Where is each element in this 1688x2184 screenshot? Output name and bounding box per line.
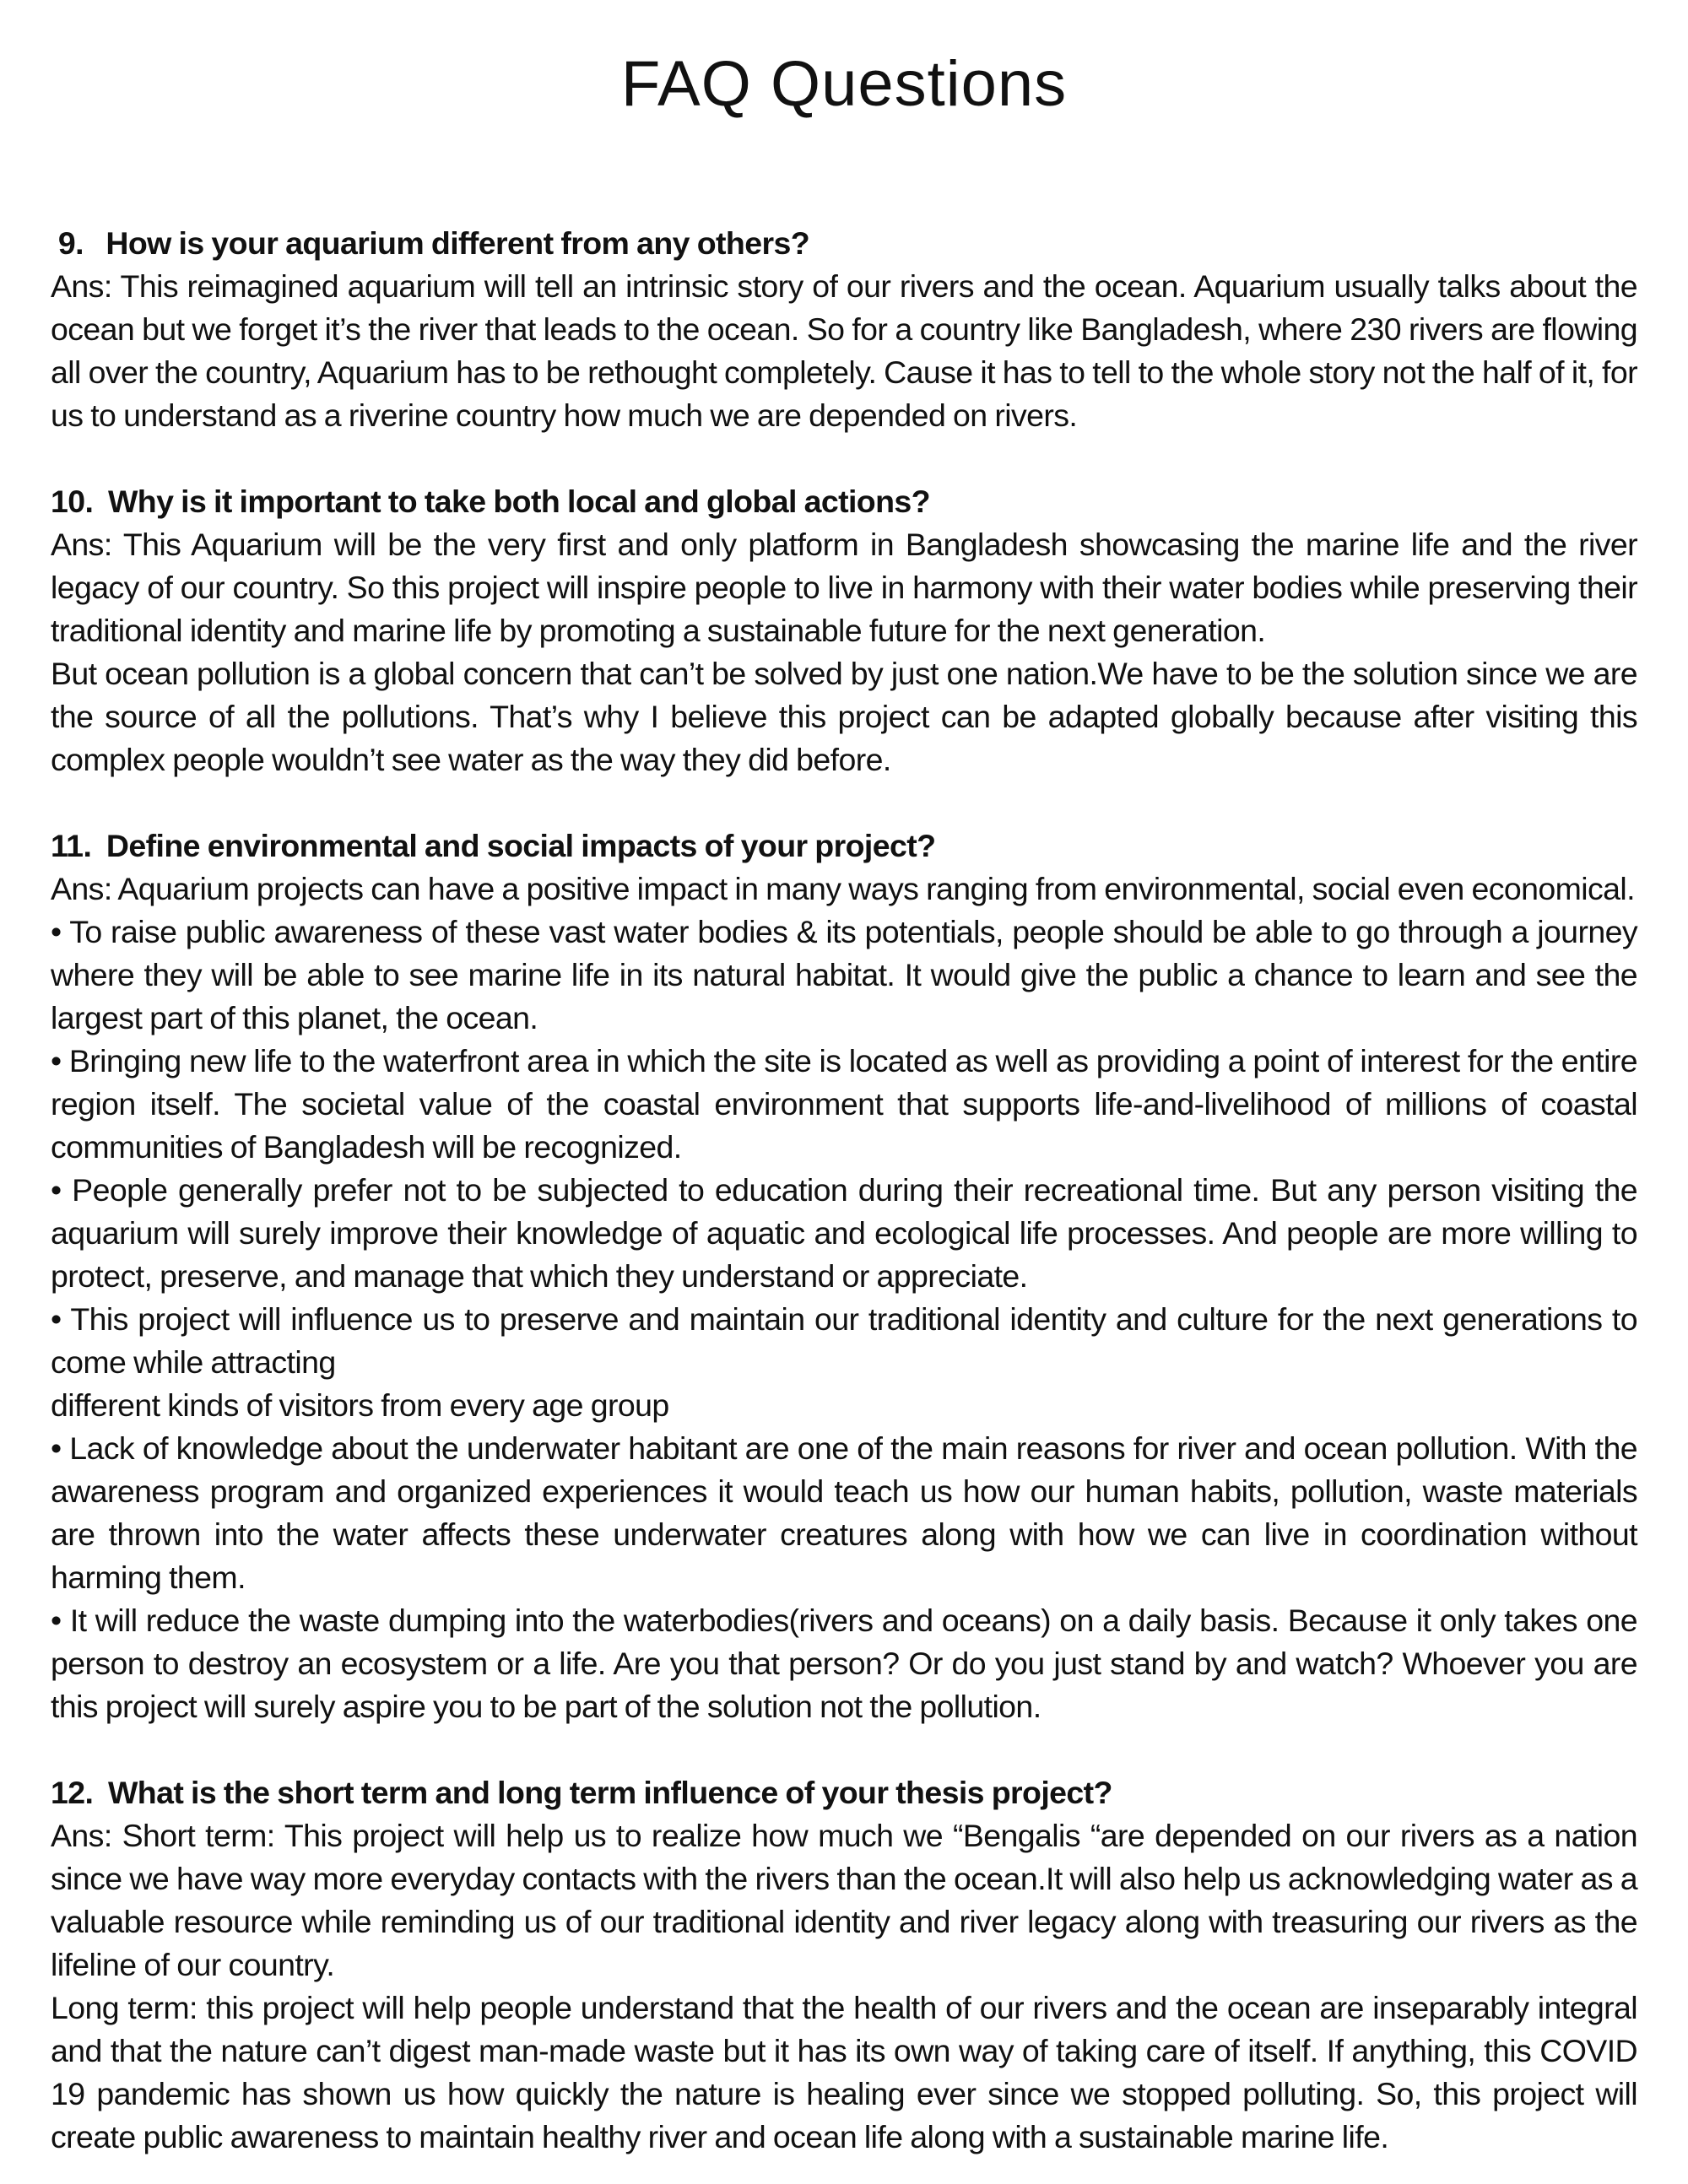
section-gap	[51, 781, 1637, 824]
faq-question: 9. How is your aquarium different from any others?	[51, 225, 810, 261]
faq-bullet: • It will reduce the waste dumping into the waterbodies(rivers and oceans) on a daily basis. Because it only takes one person to destroy an ecosystem or a life. Are you that person? Or do you just stand by and watch? Whoever you are this project will surely aspire you to be part of the solution not the pollution.	[51, 1603, 1637, 1724]
faq-answer: Ans: Short term: This project will help us to realize how much we “Bengalis “are depended on our rivers as a nation since we have way more everyday contacts with the rivers than the ocean.It will also help us acknowledging water as a valuable resource while reminding us of our traditional identity and river legacy along with treasuring our rivers as the lifeline of our country.	[51, 1818, 1637, 1982]
faq-question: 10. Why is it important to take both local and global actions?	[51, 484, 930, 519]
faq-item-10	[51, 480, 1637, 781]
faq-answer: But ocean pollution is a global concern that can’t be solved by just one nation.We have to be the solution since we are the source of all the pollutions. That’s why I believe this project can be adapted globally because after visiting this complex people wouldn’t see water as the way they did before.	[51, 656, 1637, 777]
faq-answer: Long term: this project will help people understand that the health of our rivers and the ocean are inseparably integral and that the nature can’t digest man-made waste but it has its own way of taking care of itself. If anything, this COVID 19 pandemic has shown us how quickly the nature is healing ever since we stopped polluting. So, this project will create public awareness to maintain healthy river and ocean life along with a sustainable marine life.	[51, 1990, 1637, 2154]
faq-bullet: • Bringing new life to the waterfront area in which the site is located as well as providing a point of interest for the entire region itself. The societal value of the coastal environment that supports life-and-livelihood of millions of coastal communities of Bangladesh will be recognized.	[51, 1043, 1637, 1165]
document-page	[51, 0, 1637, 2159]
faq-bullet: • This project will influence us to preserve and maintain our traditional identity and culture for the next generations to come while attracting	[51, 1301, 1637, 1380]
faq-answer: Ans: This reimagined aquarium will tell an intrinsic story of our rivers and the ocean. Aquarium usually talks about the ocean but we forget it’s the river that leads to the ocean. So for a country like Bangladesh, where 230 rivers are flowing all over the country, Aquarium has to be rethought completely. Cause it has to tell to the whole story not the half of it, for us to understand as a riverine country how much we are depended on rivers.	[51, 268, 1637, 433]
faq-item-9	[51, 222, 1637, 437]
faq-answer: Ans: This Aquarium will be the very first and only platform in Bangladesh showcasing the marine life and the river legacy of our country. So this project will inspire people to live in harmony with their water bodies while preserving their traditional identity and marine life by promoting a sustainable future for the next generation.	[51, 527, 1637, 648]
faq-question: 12. What is the short term and long term influence of your thesis project?	[51, 1775, 1112, 1810]
section-gap	[51, 437, 1637, 480]
faq-bullet: • To raise public awareness of these vast water bodies & its potentials, people should be able to go through a journey where they will be able to see marine life in its natural habitat. It would give the public a chance to learn and see the largest part of this planet, the ocean.	[51, 914, 1637, 1035]
faq-list	[51, 222, 1637, 2159]
faq-item-12	[51, 1771, 1637, 2159]
section-gap	[51, 1728, 1637, 1771]
faq-item-11	[51, 824, 1637, 1728]
faq-bullet: • Lack of knowledge about the underwater habitant are one of the main reasons for river and ocean pollution. With the awareness program and organized experiences it would teach us how our human habits, pollution, waste materials are thrown into the water affects these underwater creatures along with how we can live in coordination without harming them.	[51, 1430, 1637, 1595]
faq-question: 11. Define environmental and social impacts of your project?	[51, 828, 936, 863]
faq-bullet: • People generally prefer not to be subjected to education during their recreational time. But any person visiting the aquarium will surely improve their knowledge of aquatic and ecological life processes. And people are more willing to protect, preserve, and manage that which they understand or appreciate.	[51, 1172, 1637, 1294]
faq-answer: different kinds of visitors from every age group	[51, 1387, 669, 1423]
faq-answer: Ans: Aquarium projects can have a positive impact in many ways ranging from environmental, social even economical.	[51, 871, 1635, 906]
page-title: FAQ Questions	[620, 48, 1068, 120]
